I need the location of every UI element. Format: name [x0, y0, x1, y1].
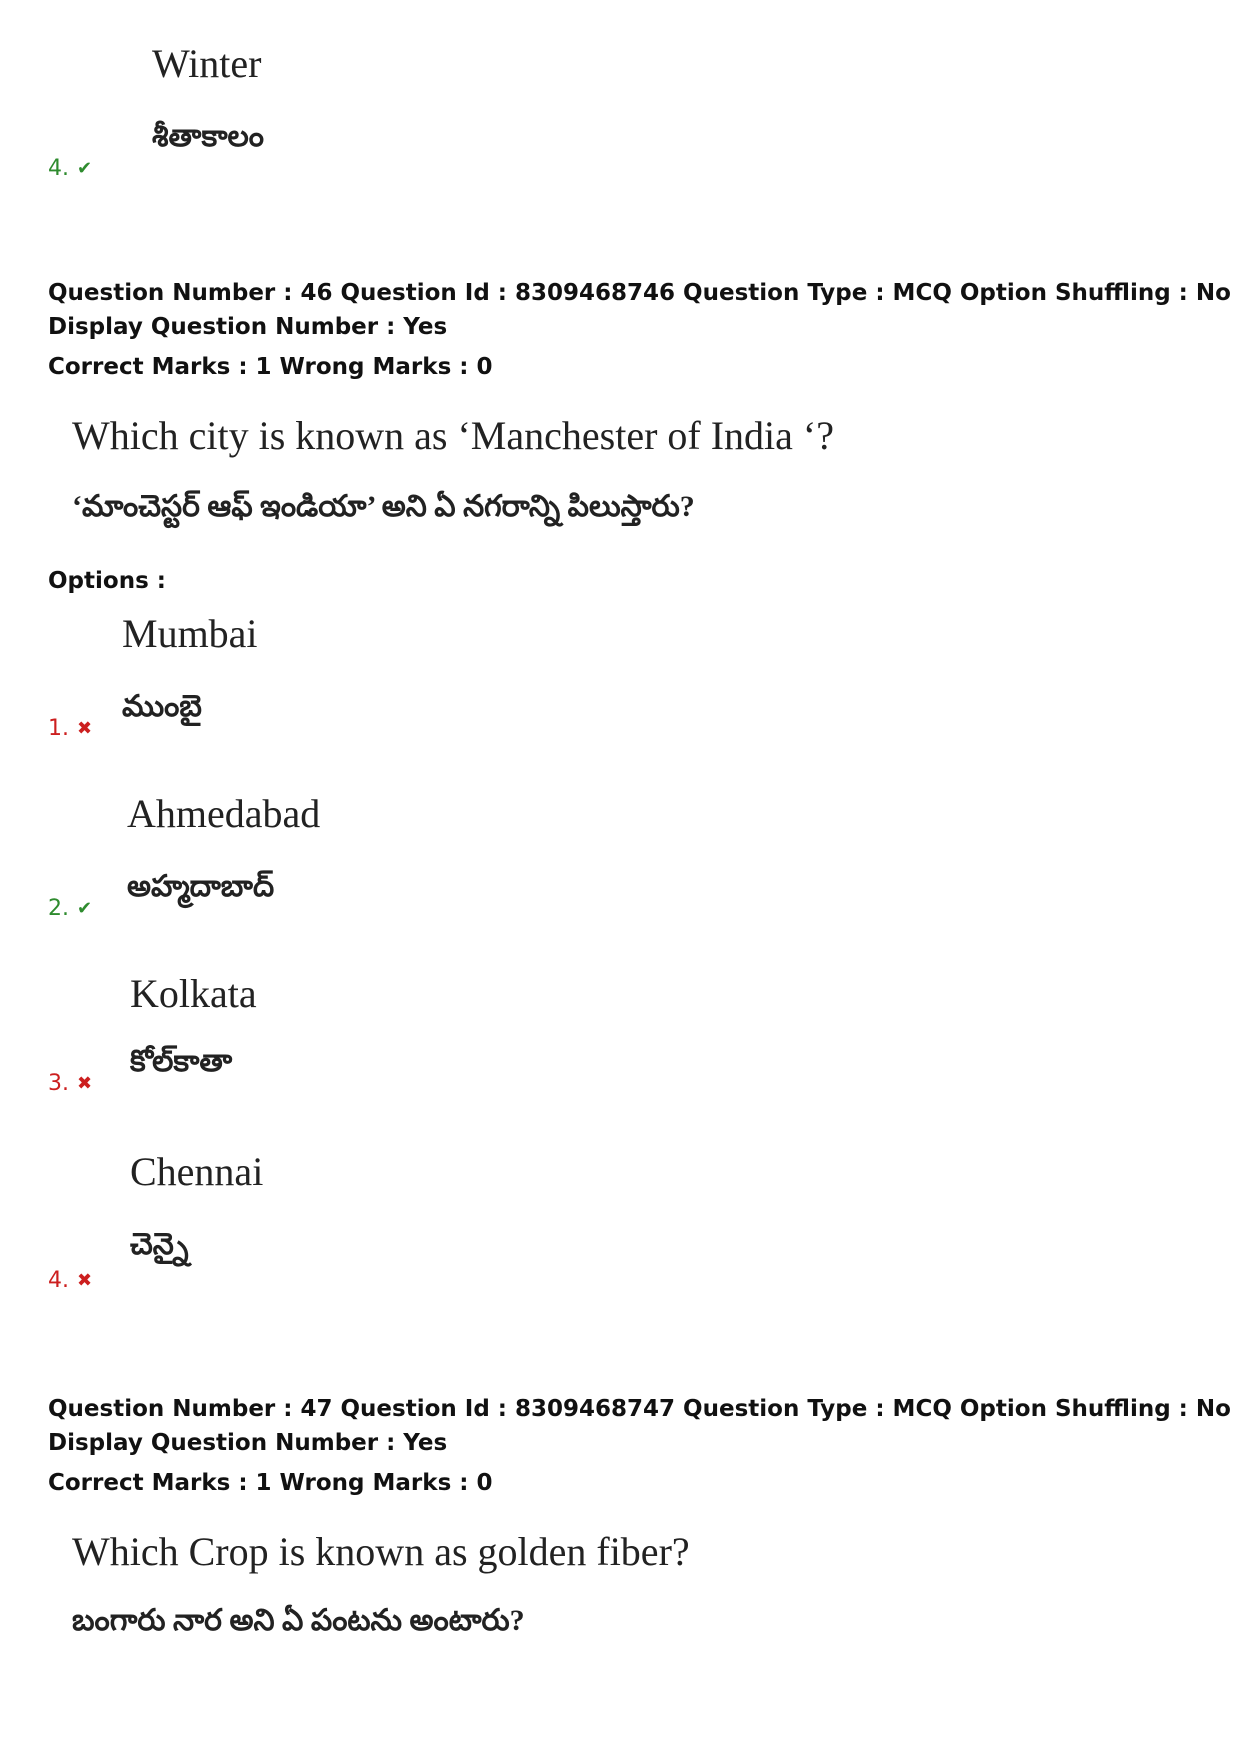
q46-option-2-marker: [48, 896, 92, 921]
q46-meta-line2: Display Question Number : Yes: [48, 314, 448, 340]
q46-option-1-text-en: Mumbai: [122, 611, 258, 656]
q46-text-en: Which city is known as ‘Manchester of India ‘?: [72, 413, 834, 458]
option-number: 1.: [48, 716, 69, 741]
q47-meta-line3: Correct Marks : 1 Wrong Marks : 0: [48, 1470, 493, 1496]
option-number: 4.: [48, 156, 69, 181]
cross-icon: ✖: [77, 1270, 93, 1291]
prev-option-4-marker: [48, 156, 92, 181]
q46-options-label: Options :: [48, 568, 166, 594]
q46-option-3-text-te: కోల్‌కాతా: [130, 1045, 233, 1078]
cross-icon: ✖: [77, 1073, 93, 1094]
q46-option-3-text-en: Kolkata: [130, 971, 257, 1016]
q46-meta-line3: Correct Marks : 1 Wrong Marks : 0: [48, 354, 493, 380]
check-icon: ✔: [77, 158, 93, 179]
q46-option-2-text-en: Ahmedabad: [127, 791, 321, 836]
q46-text-te: ‘మాంచెస్టర్ ఆఫ్ ఇండియా’ అని ఏ నగరాన్ని పిలుస్తారు?: [72, 490, 695, 523]
q46-option-1-marker: [48, 716, 92, 741]
q46-option-4-marker: [48, 1268, 92, 1293]
q46-option-4-text-te: చెన్నై: [130, 1228, 189, 1261]
q46-option-2-text-te: అహ్మదాబాద్: [127, 870, 275, 903]
q46-option-1-text-te: ముంబై: [122, 690, 202, 723]
option-number: 3.: [48, 1071, 69, 1096]
q46-meta-line1: Question Number : 46 Question Id : 8309468746 Question Type : MCQ Option Shuffling : No: [48, 280, 1231, 306]
q47-meta-line2: Display Question Number : Yes: [48, 1430, 448, 1456]
q47-text-te: బంగారు నార అని ఏ పంటను అంటారు?: [72, 1604, 525, 1637]
cross-icon: ✖: [77, 718, 93, 739]
option-number: 2.: [48, 896, 69, 921]
q46-option-3-marker: [48, 1071, 92, 1096]
q47-meta-line1: Question Number : 47 Question Id : 8309468747 Question Type : MCQ Option Shuffling : No: [48, 1396, 1231, 1422]
prev-option-4-text-en: Winter: [152, 41, 262, 86]
q46-option-4-text-en: Chennai: [130, 1149, 264, 1194]
prev-option-4-text-te: శీతాకాలం: [152, 120, 264, 153]
option-number: 4.: [48, 1268, 69, 1293]
q47-text-en: Which Crop is known as golden fiber?: [72, 1529, 690, 1574]
check-icon: ✔: [77, 898, 93, 919]
